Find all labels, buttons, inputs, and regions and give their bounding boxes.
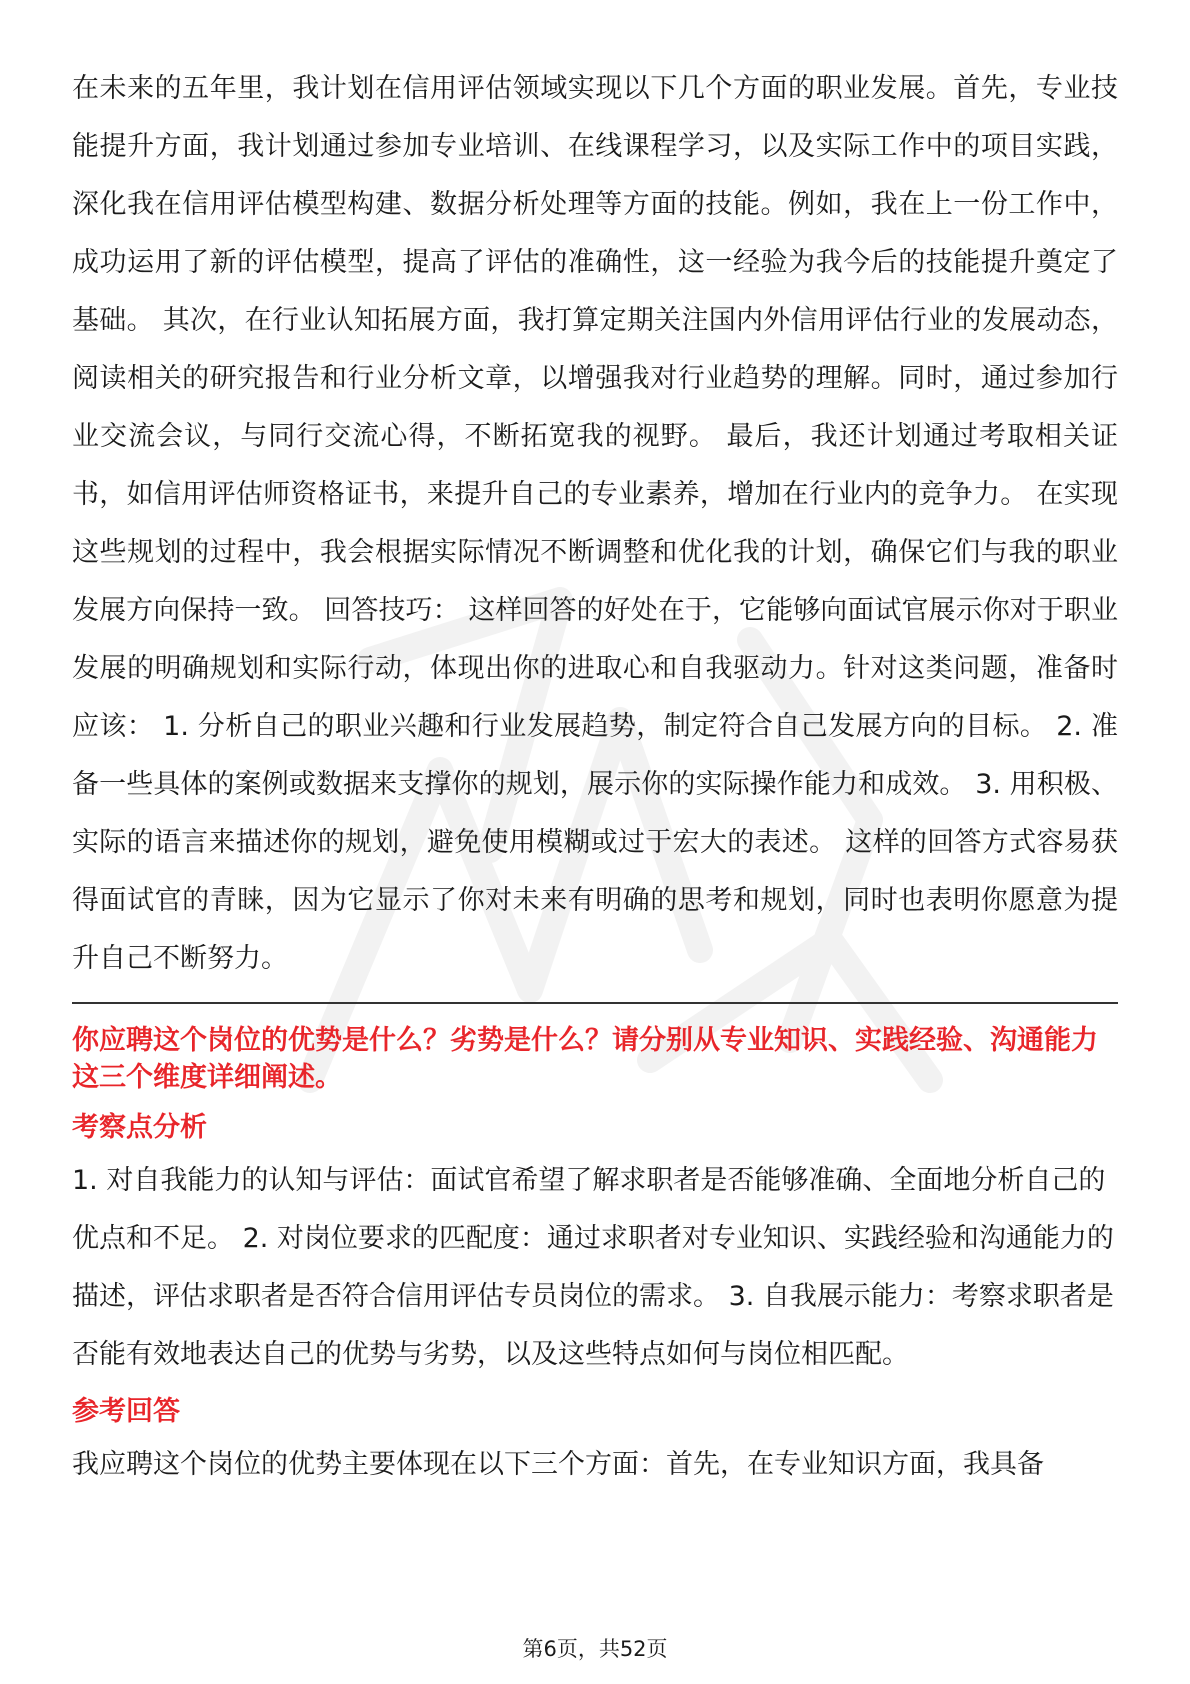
page-number-footer: 第6页，共52页	[522, 1637, 668, 1661]
main-content	[72, 60, 1118, 1502]
question-heading: 你应聘这个岗位的优势是什么？劣势是什么？请分别从专业知识、实践经验、沟通能力这三个维度详细阐述。	[72, 1025, 1098, 1093]
intro-paragraph: 在未来的五年里，我计划在信用评估领域实现以下几个方面的职业发展。首先，专业技能提升方面，我计划通过参加专业培训、在线课程学习，以及实际工作中的项目实践，深化我在信用评估模型构建、数据分析处理等方面的技能。例如，我在上一份工作中，成功运用了新的评估模型，提高了评估的准确性，这一经验为我今后的技能提升奠定了基础。 其次，在行业认知拓展方面，我打算定期关注国内外信用评估行业的发展动态，阅读相关的研究报告和行业分析文章，以增强我对行业趋势的理解。同时，通过参加行业交流会议，与同行交流心得，不断拓宽我的视野。 最后，我还计划通过考取相关证书，如信用评估师资格证书，来提升自己的专业素养，增加在行业内的竞争力。 在实现这些规划的过程中，我会根据实际情况不断调整和优化我的计划，确保它们与我的职业发展方向保持一致。 回答技巧： 这样回答的好处在于，它能够向面试官展示你对于职业发展的明确规划和实际行动，体现出你的进取心和自我驱动力。针对这类问题，准备时应该： 1. 分析自己的职业兴趣和行业发展趋势，制定符合自己发展方向的目标。 2. 准备一些具体的案例或数据来支撑你的规划，展示你的实际操作能力和成效。 3. 用积极、实际的语言来描述你的规划，避免使用模糊或过于宏大的表述。 这样的回答方式容易获得面试官的青睐，因为它显示了你对未来有明确的思考和规划，同时也表明你愿意为提升自己不断努力。	[72, 73, 1118, 974]
reference-answer-text: 我应聘这个岗位的优势主要体现在以下三个方面：首先，在专业知识方面，我具备	[72, 1449, 1044, 1480]
analysis-title: 考察点分析	[72, 1112, 207, 1143]
reference-answer-title: 参考回答	[72, 1396, 180, 1427]
analysis-text: 1. 对自我能力的认知与评估：面试官希望了解求职者是否能够准确、全面地分析自己的优点和不足。 2. 对岗位要求的匹配度：通过求职者对专业知识、实践经验和沟通能力的描述，评估求职者是否符合信用评估专员岗位的需求。 3. 自我展示能力：考察求职者是否能有效地表达自己的优势与劣势，以及这些特点如何与岗位相匹配。	[72, 1165, 1114, 1370]
section-divider	[72, 1002, 1118, 1004]
